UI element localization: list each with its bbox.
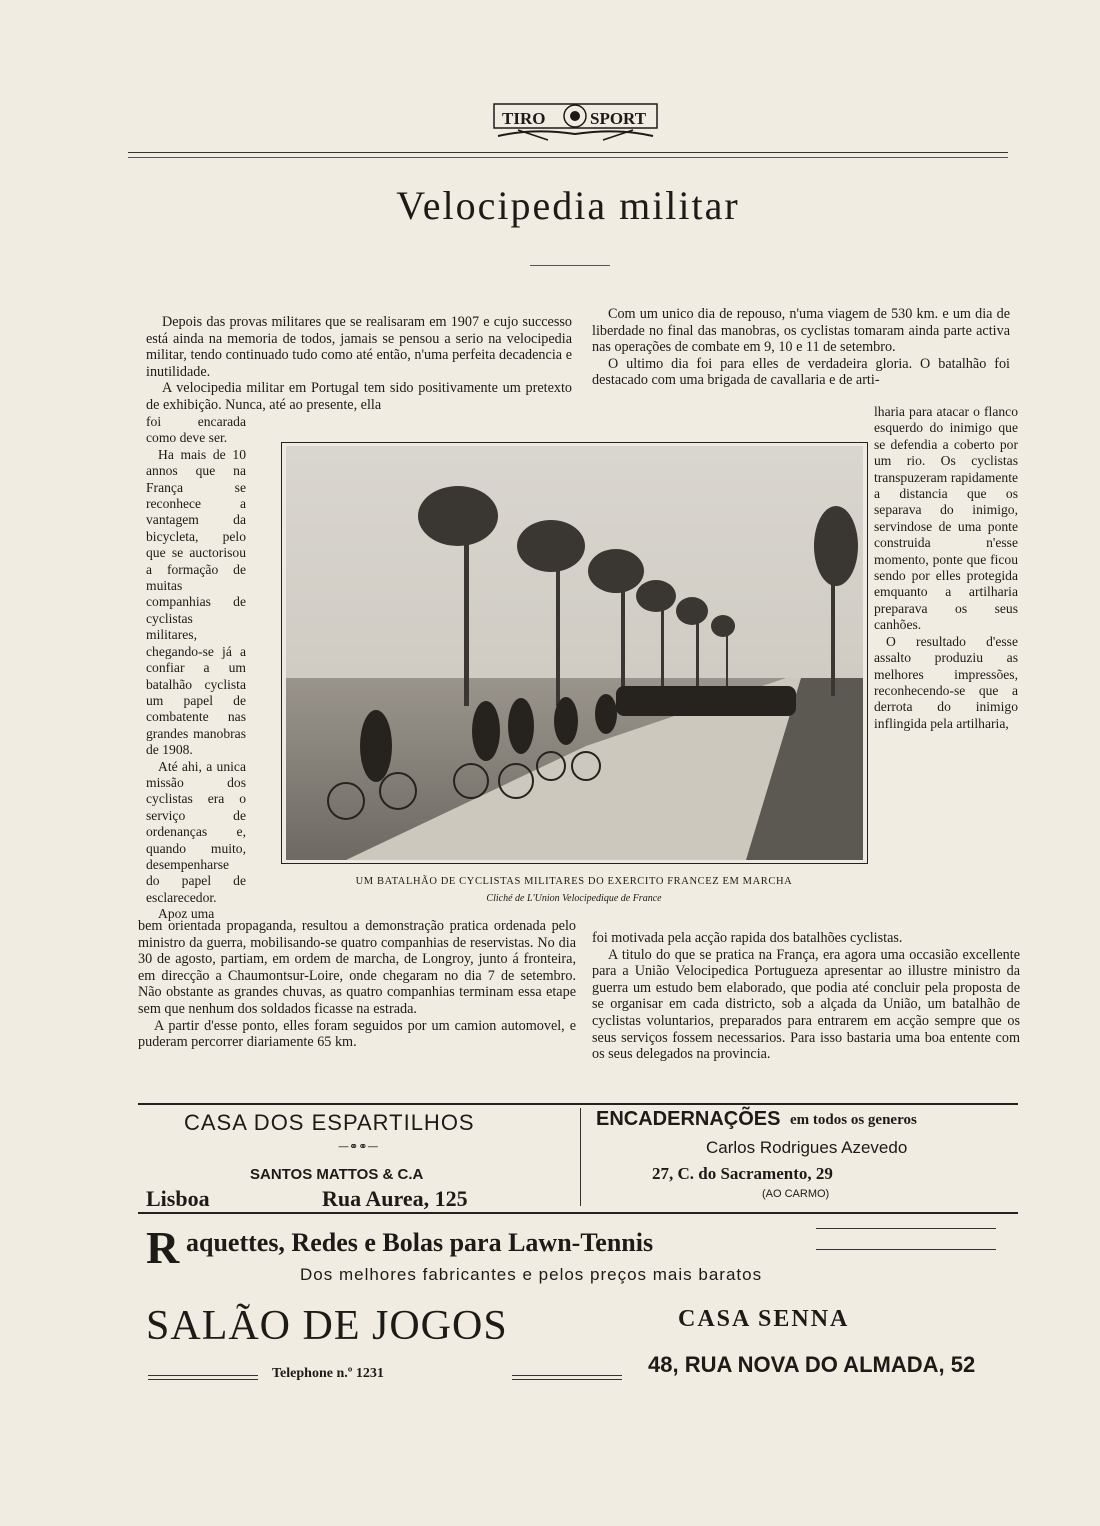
paragraph: Depois das provas militares que se realisaram em 1907 e cujo successo está ainda na memoria de todos, jamais se pensou a serio na velocipedia militar, tendo continuado tudo como até então, n'uma perfeita decadencia e inutilidade. bbox=[146, 314, 572, 380]
paragraph: Até ahi, a unica missão dos cyclistas era o serviço de ordenanças e, quando muito, desempenharse do papel de esclarecedor. bbox=[146, 758, 246, 905]
ad-salao-shop: CASA SENNA bbox=[678, 1306, 850, 1332]
ad-espartilhos-owner: SANTOS MATTOS & C.A bbox=[250, 1166, 424, 1183]
article-title: Velocipedia militar bbox=[396, 183, 740, 228]
ad-encadernacoes-name: Carlos Rodrigues Azevedo bbox=[706, 1138, 908, 1157]
article-column-narrow-right bbox=[874, 404, 1018, 732]
ad-rule-top bbox=[138, 1103, 1018, 1105]
ad-encadernacoes-address: 27, C. do Sacramento, 29 bbox=[652, 1164, 833, 1183]
paragraph: foi motivada pela acção rapida dos batalhões cyclistas. bbox=[592, 930, 903, 946]
ad-salao-line-left bbox=[148, 1375, 258, 1380]
paragraph: Com um unico dia de repouso, n'uma viagem de 530 km. e um dia de liberdade no final das manobras, os cyclistas tomaram ainda parte activa nas operações de combate em 9, 10 e 11 de setembro. bbox=[592, 306, 1010, 356]
ad-rule-middle bbox=[138, 1212, 1018, 1214]
paragraph: lharia para atacar o flanco esquerdo do inimigo que se defendia a coberto por um rio. Os cyclistas transpuzeram rapidamente a distancia que os separava do inimigo, servindose de uma ponte construida n'esse momento, ponte que ficou sendo por elles protegida emquanto a artilharia preparava os seus canhões. bbox=[874, 404, 1018, 633]
paragraph: A velocipedia militar em Portugal tem sido positivamente um pretexto de exhibição. Nunca, até ao presente, ella bbox=[146, 380, 572, 413]
ad-encadernacoes-tail: em todos os generos bbox=[790, 1112, 917, 1128]
header-rule-secondary bbox=[128, 157, 1008, 158]
article-column-left-top bbox=[146, 314, 572, 414]
photo-frame bbox=[281, 442, 868, 864]
header-rule bbox=[128, 152, 1008, 153]
article-column-narrow-left bbox=[146, 414, 246, 923]
ad-espartilhos-city: Lisboa bbox=[146, 1186, 210, 1211]
svg-text:SPORT: SPORT bbox=[590, 109, 647, 128]
ad-encadernacoes-note: (AO CARMO) bbox=[762, 1188, 830, 1200]
paragraph: A titulo do que se pratica na França, era agora uma occasião excellente para a União Velocipedica Portugueza apresentar ao illustre ministro da guerra um estudo bem elaborado, que podia até concluir pela proposta de se organisar em cada districto, sob a alçada da União, um batalhão de cyclistas voluntarios, preparados para entrarem em acção sempre que os seus serviços fossem necessarios. Para isso bastaria uma boa entente com os seus delegados na provincia. bbox=[592, 946, 1020, 1063]
ad-espartilhos-address: Rua Aurea, 125 bbox=[322, 1186, 468, 1211]
photo-caption: UM BATALHÃO DE CYCLISTAS MILITARES DO EXERCITO FRANCEZ EM MARCHA bbox=[355, 876, 793, 887]
paragraph: foi encarada como deve ser. bbox=[146, 414, 246, 446]
paragraph: O ultimo dia foi para elles de verdadeira gloria. O batalhão foi destacado com uma brigada de cavallaria e de arti- bbox=[592, 355, 1010, 389]
ad-salao-address: 48, RUA NOVA DO ALMADA, 52 bbox=[648, 1352, 976, 1377]
article-column-right-top bbox=[592, 306, 1010, 389]
ad-raquettes-subtitle: Dos melhores fabricantes e pelos preços mais baratos bbox=[300, 1265, 763, 1284]
ad-salao-telephone: Telephone n.º 1231 bbox=[272, 1366, 384, 1381]
ad-ornament: —⚭⚭— bbox=[338, 1140, 379, 1153]
paragraph: bem orientada propaganda, resultou a demonstração pratica ordenada pelo ministro da guerra, mobilisando-se quatro companhias de reservistas. No dia 30 de agosto, partiam, em ordem de marcha, de Longroy, junto á fronteira, em direcção a Chaumontsur-Loire, onde chegaram no dia 7 de setembro. Não obstante as grandes chuvas, as quatro companhias terminam essa etape sem que nenhum dos soldados ficasse na estrada. bbox=[138, 918, 576, 1017]
ad-raquettes-initial: R bbox=[146, 1222, 180, 1273]
cyclist-battalion-photo bbox=[286, 446, 863, 860]
ad-divider bbox=[580, 1108, 581, 1206]
ad-encadernacoes-heading: ENCADERNAÇÕES bbox=[596, 1108, 781, 1130]
title-divider bbox=[530, 265, 610, 266]
paragraph: O resultado d'esse assalto produziu as melhores impressões, reconhecendo-se que a derrota do inimigo inflingida pela artilharia, bbox=[874, 633, 1018, 731]
article-column-bottom-right bbox=[592, 930, 1020, 1063]
paragraph: A partir d'esse ponto, elles foram seguidos por um camion automovel, e puderam percorrer diariamente 65 km. bbox=[138, 1017, 576, 1051]
ad-raquettes-lines bbox=[816, 1228, 996, 1250]
tiro-e-sport-logo bbox=[488, 100, 663, 144]
article-column-bottom-left bbox=[138, 918, 576, 1051]
paragraph: Apoz uma bbox=[158, 906, 215, 922]
svg-text:TIRO: TIRO bbox=[502, 109, 546, 128]
ad-espartilhos-name: CASA DOS ESPARTILHOS bbox=[184, 1110, 475, 1135]
ad-salao-name: SALÃO DE JOGOS bbox=[146, 1303, 508, 1349]
photo-credit: Cliché de L'Union Velocipedique de France bbox=[486, 893, 662, 904]
ad-raquettes-title: aquettes, Redes e Bolas para Lawn-Tennis bbox=[186, 1228, 654, 1257]
paragraph: Ha mais de 10 annos que na França se reconhece a vantagem da bicycleta, pelo que se auctorisou a formação de muitas companhias de cyclistas militares, chegando-se já a confiar a um batalhão cyclista um papel de combatente nas grandes manobras de 1908. bbox=[146, 446, 246, 758]
ad-salao-line-right bbox=[512, 1375, 622, 1380]
